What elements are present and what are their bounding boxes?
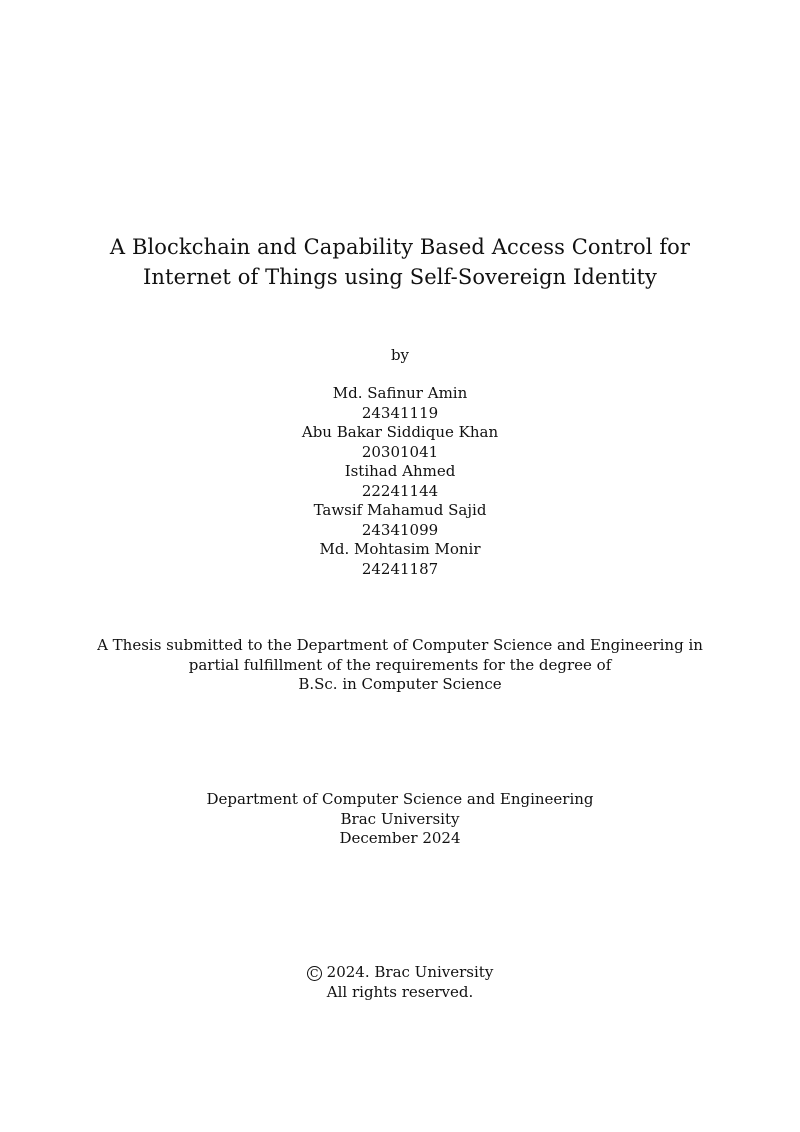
author-name: Tawsif Mahamud Sajid [313, 501, 487, 519]
author-name: Md. Safinur Amin [332, 384, 468, 402]
submission-line-2: partial fulfillment of the requirements for the degree of [188, 655, 612, 674]
author-id: 24241187 [361, 559, 439, 578]
copyright-text: 2024. Brac University [326, 963, 494, 981]
university-name: Brac University [340, 809, 460, 828]
author-name: Md. Mohtasim Monir [319, 540, 481, 558]
submission-line-1: A Thesis submitted to the Department of Computer Science and Engineering in [97, 636, 703, 654]
institution-block [0, 790, 800, 849]
department-name: Department of Computer Science and Engineering [206, 790, 594, 808]
author-id: 24341099 [361, 520, 439, 539]
author-name: Istihad Ahmed [344, 462, 456, 480]
author-name: Abu Bakar Siddique Khan [301, 423, 499, 441]
submission-statement [0, 636, 800, 695]
author-id: 22241144 [361, 481, 439, 500]
thesis-title-line-1: A Blockchain and Capability Based Access Control for [109, 235, 691, 259]
submission-date: December 2024 [339, 829, 461, 847]
copyright-notice [0, 963, 800, 983]
author-id: 20301041 [361, 442, 439, 461]
copyright-icon: C [307, 966, 322, 981]
degree-line: B.Sc. in Computer Science [298, 675, 502, 693]
byline: by [390, 346, 410, 364]
copyright-block [0, 963, 800, 1002]
thesis-title-line-2: Internet of Things using Self-Sovereign Identity [143, 265, 657, 289]
rights-reserved: All rights reserved. [326, 982, 474, 1001]
author-list [0, 384, 800, 579]
author-id: 24341119 [361, 403, 439, 422]
thesis-title [0, 232, 800, 292]
